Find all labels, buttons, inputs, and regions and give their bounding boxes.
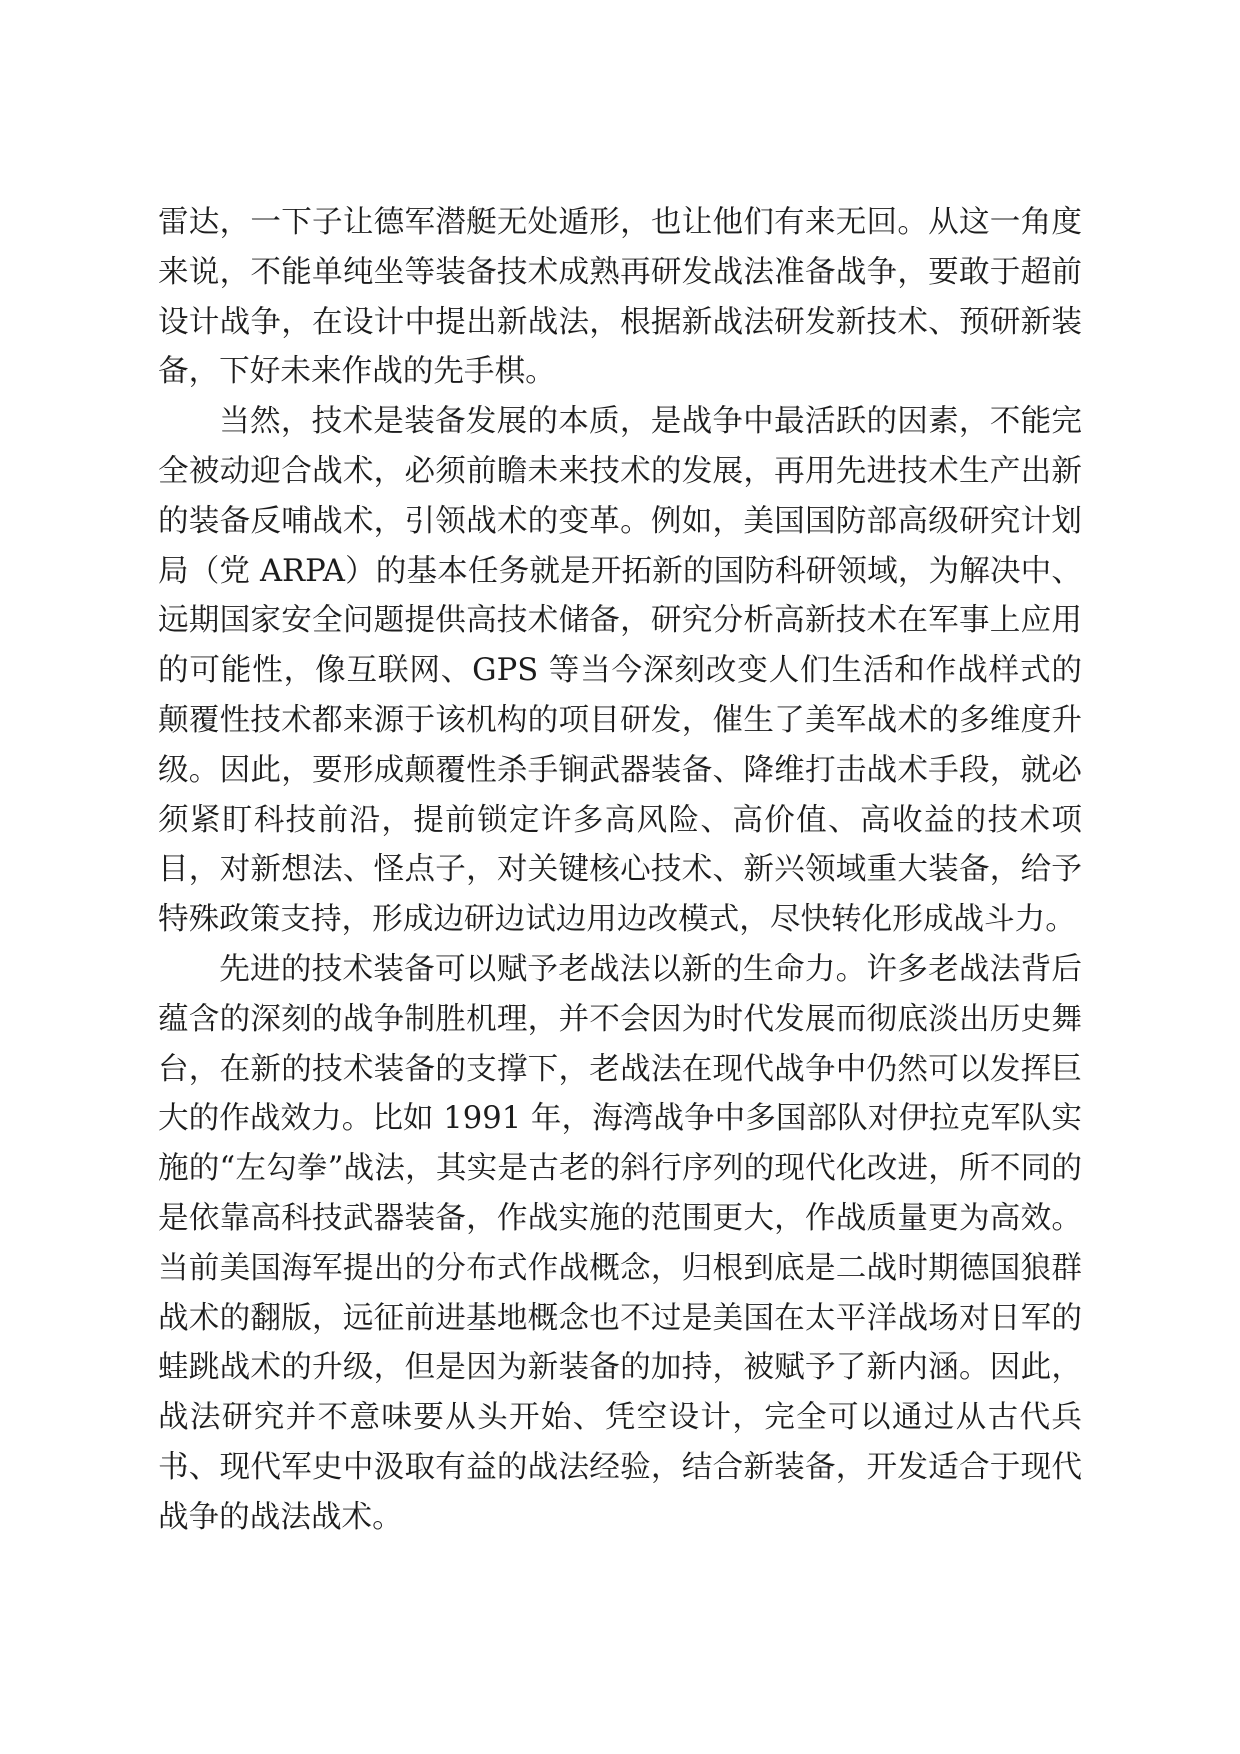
body-text bbox=[158, 198, 1082, 1543]
paragraph-2: 当然，技术是装备发展的本质，是战争中最活跃的因素，不能完全被动迎合战术，必须前瞻未来技术的发展，再用先进技术生产出新的装备反哺战术，引领战术的变革。例如，美国国防部高级研究计划局（党 ARPA）的基本任务就是开拓新的国防科研领域，为解决中、远期国家安全问题提供高技术储备，研究分析高新技术在军事上应用的可能性，像互联网、GPS 等当今深刻改变人们生活和作战样式的颠覆性技术都来源于该机构的项目研发，催生了美军战术的多维度升级。因此，要形成颠覆性杀手锏武器装备、降维打击战术手段，就必须紧盯科技前沿，提前锁定许多高风险、高价值、高收益的技术项目，对新想法、怪点子，对关键核心技术、新兴领域重大装备，给予特殊政策支持，形成边研边试边用边改模式，尽快转化形成战斗力。 bbox=[158, 404, 1082, 938]
paragraph-3: 先进的技术装备可以赋予老战法以新的生命力。许多老战法背后蕴含的深刻的战争制胜机理，并不会因为时代发展而彻底淡出历史舞台，在新的技术装备的支撑下，老战法在现代战争中仍然可以发挥巨大的作战效力。比如 1991 年，海湾战争中多国部队对伊拉克军队实施的“左勾拳”战法，其实是古老的斜行序列的现代化改进，所不同的是依靠高科技武器装备，作战实施的范围更大，作战质量更为高效。当前美国海军提出的分布式作战概念，归根到底是二战时期德国狼群战术的翻版，远征前进基地概念也不过是美国在太平洋战场对日军的蛙跳战术的升级，但是因为新装备的加持，被赋予了新内涵。因此，战法研究并不意味要从头开始、凭空设计，完全可以通过从古代兵书、现代军史中汲取有益的战法经验，结合新装备，开发适合于现代战争的战法战术。 bbox=[158, 951, 1082, 1535]
paragraph-1: 雷达，一下子让德军潜艇无处遁形，也让他们有来无回。从这一角度来说，不能单纯坐等装备技术成熟再研发战法准备战争，要敢于超前设计战争，在设计中提出新战法，根据新战法研发新技术、预研新装备，下好未来作战的先手棋。 bbox=[158, 205, 1082, 390]
